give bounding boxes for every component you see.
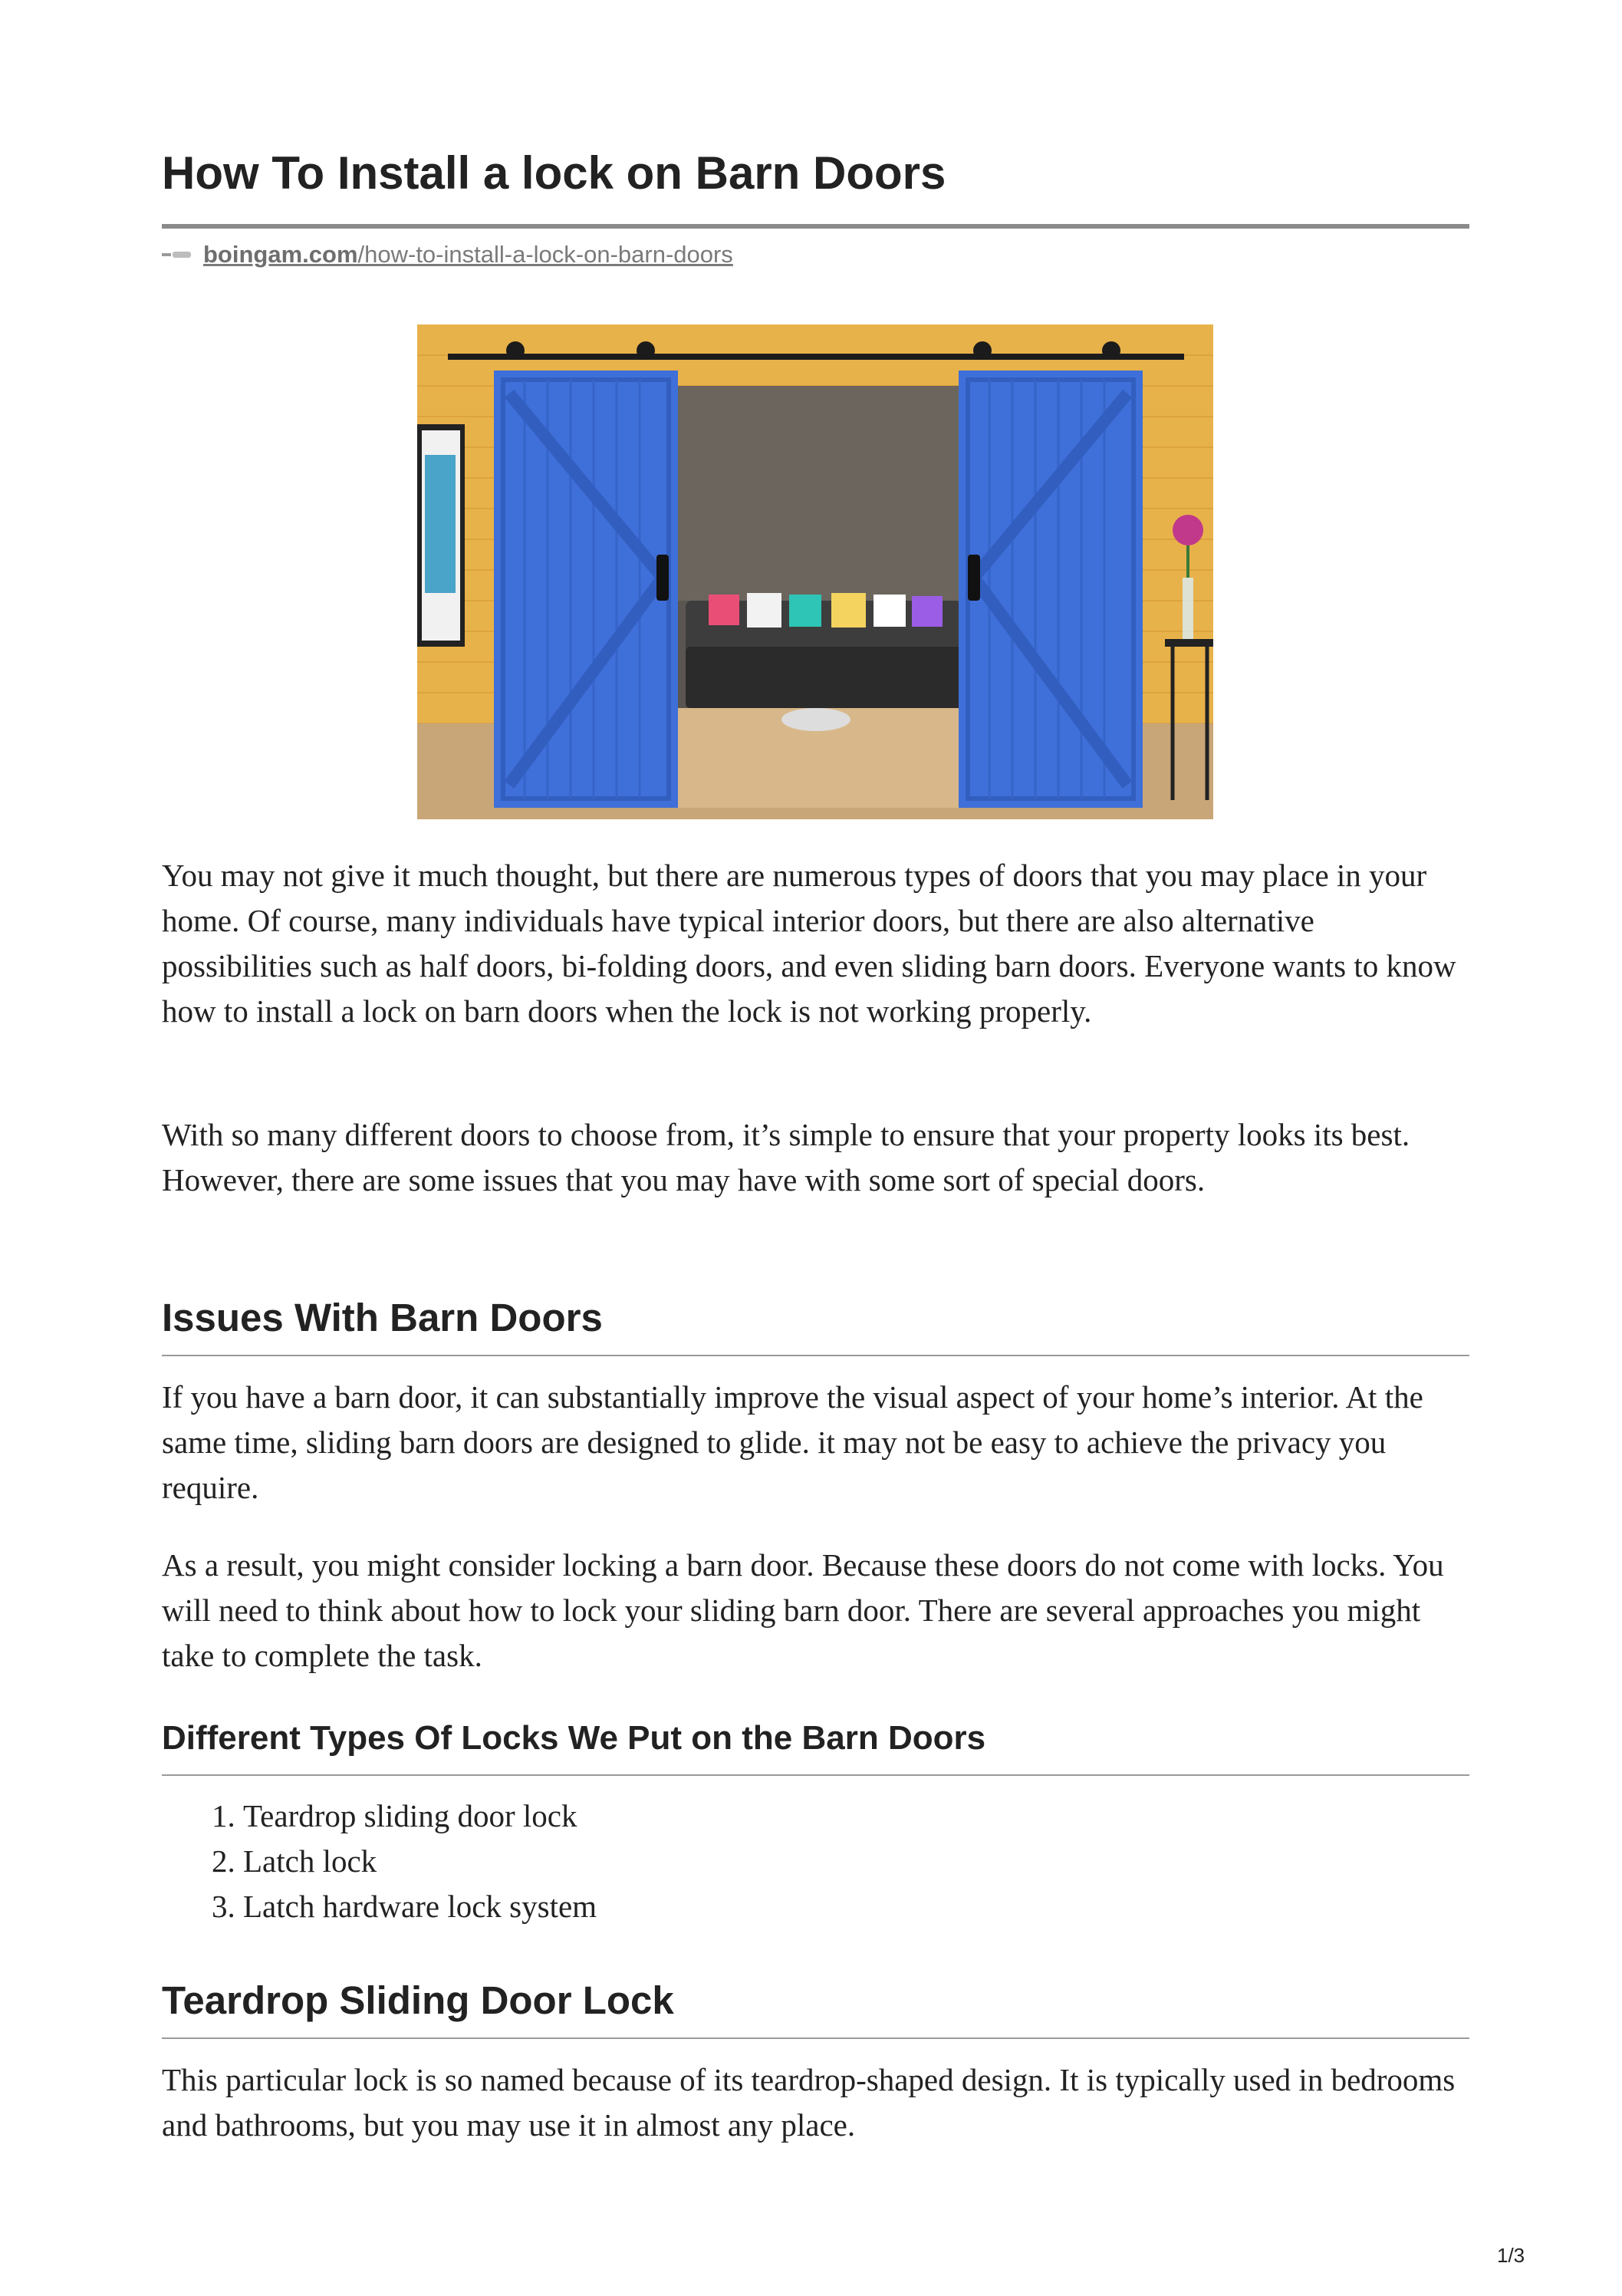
section-heading-lock-types: Different Types Of Locks We Put on the Barn Doors xyxy=(162,1719,986,1757)
intro-paragraph-1: You may not give it much thought, but there are numerous types of doors that you may place in your home. Of course, many individuals have typical interior doors, but there are also alternative possibilities such as half doors, bi-folding doors, and even sliding barn doors. Everyone wants to know how to install a lock on barn doors when the lock is not working properly. xyxy=(162,858,1456,1029)
section-divider xyxy=(162,2037,1469,2039)
intro-paragraph-2: With so many different doors to choose from, it’s simple to ensure that your property looks its best. However, there are some issues that you may have with some sort of special doors. xyxy=(162,1117,1410,1197)
lock-types-list xyxy=(162,1794,597,1929)
source-path: /how-to-install-a-lock-on-barn-doors xyxy=(357,241,733,268)
list-item: 2. Latch lock xyxy=(243,1839,597,1884)
hero-image-barn-doors xyxy=(417,324,1213,819)
teardrop-paragraph: This particular lock is so named because of its teardrop-shaped design. It is typically used in bedrooms and bathrooms, but you may use it in almost any place. xyxy=(162,2062,1456,2143)
issues-paragraph-1: If you have a barn door, it can substantially improve the visual aspect of your home’s interior. At the same time, sliding barn doors are designed to glide. it may not be easy to achieve the privacy you require. xyxy=(162,1379,1423,1505)
source-link-row xyxy=(162,241,733,268)
site-favicon-icon xyxy=(162,249,192,260)
page-number: 1/3 xyxy=(1497,2244,1525,2267)
issues-paragraph-2: As a result, you might consider locking a barn door. Because these doors do not come with locks. You will need to think about how to lock your sliding barn door. There are several approaches you might take to complete the task. xyxy=(162,1547,1444,1673)
section-divider xyxy=(162,1355,1469,1356)
section-divider xyxy=(162,1774,1469,1776)
source-domain: boingam.com xyxy=(203,241,358,268)
source-url-link[interactable] xyxy=(203,241,733,268)
title-divider xyxy=(162,224,1469,229)
section-heading-teardrop: Teardrop Sliding Door Lock xyxy=(162,1978,674,2022)
list-item: 1. Teardrop sliding door lock xyxy=(243,1794,597,1839)
article-title: How To Install a lock on Barn Doors xyxy=(162,147,946,199)
section-heading-issues: Issues With Barn Doors xyxy=(162,1296,603,1339)
list-item: 3. Latch hardware lock system xyxy=(243,1884,597,1929)
